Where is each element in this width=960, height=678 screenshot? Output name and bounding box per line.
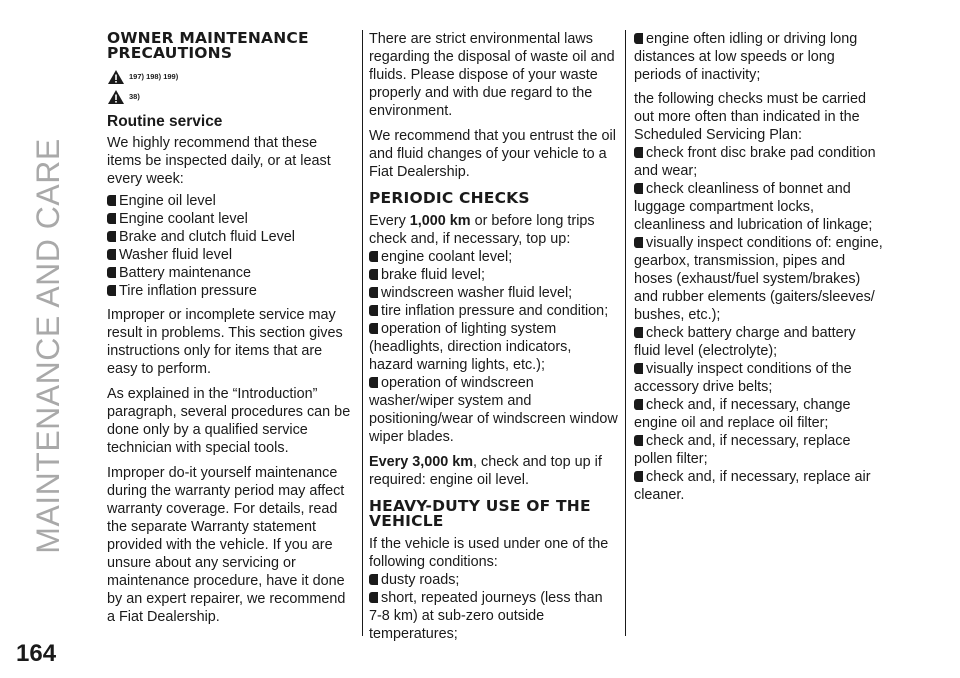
routine-intro: We highly recommend that these items be inspected daily, or at least every week:: [107, 135, 331, 187]
more-often-intro: the following checks must be carried out more often than indicated in the Scheduled Servicing Plan:: [634, 91, 866, 143]
list-item: Battery maintenance: [107, 264, 354, 282]
page-number: 164: [16, 640, 57, 667]
paragraph: Improper do-it yourself maintenance during the warranty period may affect warranty coverage. For details, read the separate Warranty statement provided with the vehicle. If you are unsure about any servicing or maintenance procedure, have it done by an expert repairer, we recommend a Fiat Dealership.: [107, 465, 346, 625]
owner-maintenance-heading: OWNER MAINTENANCE PRECAUTIONS: [107, 29, 309, 62]
paragraph: Improper or incomplete service may result in problems. This section gives instructions only for items that are easy to perform.: [107, 307, 343, 377]
heavy-duty-list: [369, 571, 619, 643]
periodic-intro: Every 1,000 km or before long trips check and, if necessary, top up:: [369, 213, 595, 247]
list-item: Engine oil level: [107, 192, 354, 210]
column-3: [634, 30, 884, 504]
bullet-icon: [634, 435, 643, 446]
warning-reference: [107, 87, 354, 107]
list-item: Engine coolant level: [107, 210, 354, 228]
bullet-icon: [107, 195, 116, 206]
bullet-icon: [107, 213, 116, 224]
column-divider: [362, 30, 363, 636]
warning-reference: [107, 67, 354, 87]
heavy-duty-intro: If the vehicle is used under one of the following conditions:: [369, 536, 609, 570]
bullet-icon: [634, 327, 643, 338]
list-item: operation of lighting system (headlights, direction indicators, hazard warning lights, etc.);: [369, 321, 572, 373]
list-item: visually inspect conditions of the accessory drive belts;: [634, 361, 852, 395]
list-item: brake fluid level;: [369, 266, 619, 284]
bullet-icon: [107, 285, 116, 296]
heavy-duty-heading: HEAVY-DUTY USE OF THE VEHICLE: [369, 497, 591, 530]
list-item: check and, if necessary, change engine oil and replace oil filter;: [634, 397, 851, 431]
warning-triangle-icon: [107, 89, 125, 105]
bullet-icon: [634, 147, 643, 158]
list-item: short, repeated journeys (less than 7-8 km) at sub-zero outside temperatures;: [369, 590, 603, 642]
list-item: Washer fluid level: [107, 246, 354, 264]
bullet-icon: [634, 237, 643, 248]
bullet-icon: [634, 33, 643, 44]
list-item: Tire inflation pressure: [107, 282, 354, 300]
bullet-icon: [369, 592, 378, 603]
bullet-icon: [369, 377, 378, 388]
oil-check-paragraph: Every 3,000 km, check and top up if required: engine oil level.: [369, 454, 602, 488]
bullet-icon: [369, 323, 378, 334]
list-item: check battery charge and battery fluid level (electrolyte);: [634, 325, 856, 359]
paragraph: There are strict environmental laws regarding the disposal of waste oil and fluids. Please dispose of your waste properly and with due regard to the environment.: [369, 31, 615, 119]
routine-service-heading: Routine service: [107, 113, 223, 130]
bullet-icon: [107, 267, 116, 278]
paragraph: As explained in the “Introduction” paragraph, several procedures can be done only by a qualified service technician with special tools.: [107, 386, 351, 456]
list-item: operation of windscreen washer/wiper system and positioning/wear of windscreen window wiper blades.: [369, 375, 618, 445]
list-item: engine often idling or driving long distances at low speeds or long periods of inactivity;: [634, 31, 858, 83]
section-side-title: MAINTENANCE AND CARE: [30, 138, 66, 554]
bullet-icon: [369, 574, 378, 585]
list-item: visually inspect conditions of: engine, gearbox, transmission, pipes and hoses (exhaust/fuel system/brakes) and rubber elements (gaiters/sleeves/ bushes, etc.);: [634, 235, 883, 323]
periodic-list: [369, 248, 619, 446]
list-item: check and, if necessary, replace air cleaner.: [634, 469, 871, 503]
bullet-icon: [107, 249, 116, 260]
warning-refs: 38): [129, 92, 140, 101]
bullet-icon: [369, 251, 378, 262]
bullet-icon: [634, 183, 643, 194]
list-item: dusty roads;: [369, 571, 619, 589]
list-item: check cleanliness of bonnet and luggage compartment locks, cleanliness and lubrication of linkage;: [634, 181, 873, 233]
warning-refs: 197) 198) 199): [129, 72, 179, 81]
column-1: [107, 30, 354, 633]
warning-triangle-icon: [107, 69, 125, 85]
bullet-icon: [107, 231, 116, 242]
bullet-icon: [369, 305, 378, 316]
paragraph: We recommend that you entrust the oil and fluid changes of your vehicle to a Fiat Dealership.: [369, 128, 616, 180]
bullet-icon: [634, 471, 643, 482]
bullet-icon: [369, 287, 378, 298]
list-item: check front disc brake pad condition and wear;: [634, 145, 876, 179]
list-item: engine coolant level;: [369, 248, 619, 266]
column-divider: [625, 30, 626, 636]
bullet-icon: [634, 399, 643, 410]
list-item: Brake and clutch fluid Level: [107, 228, 354, 246]
heavy-checks-list: [634, 144, 884, 504]
bullet-icon: [634, 363, 643, 374]
list-item: check and, if necessary, replace pollen filter;: [634, 433, 851, 467]
list-item: tire inflation pressure and condition;: [369, 302, 619, 320]
routine-list: [107, 192, 354, 300]
periodic-checks-heading: PERIODIC CHECKS: [369, 189, 530, 207]
list-item: windscreen washer fluid level;: [369, 284, 619, 302]
column-2: [369, 30, 619, 643]
bullet-icon: [369, 269, 378, 280]
